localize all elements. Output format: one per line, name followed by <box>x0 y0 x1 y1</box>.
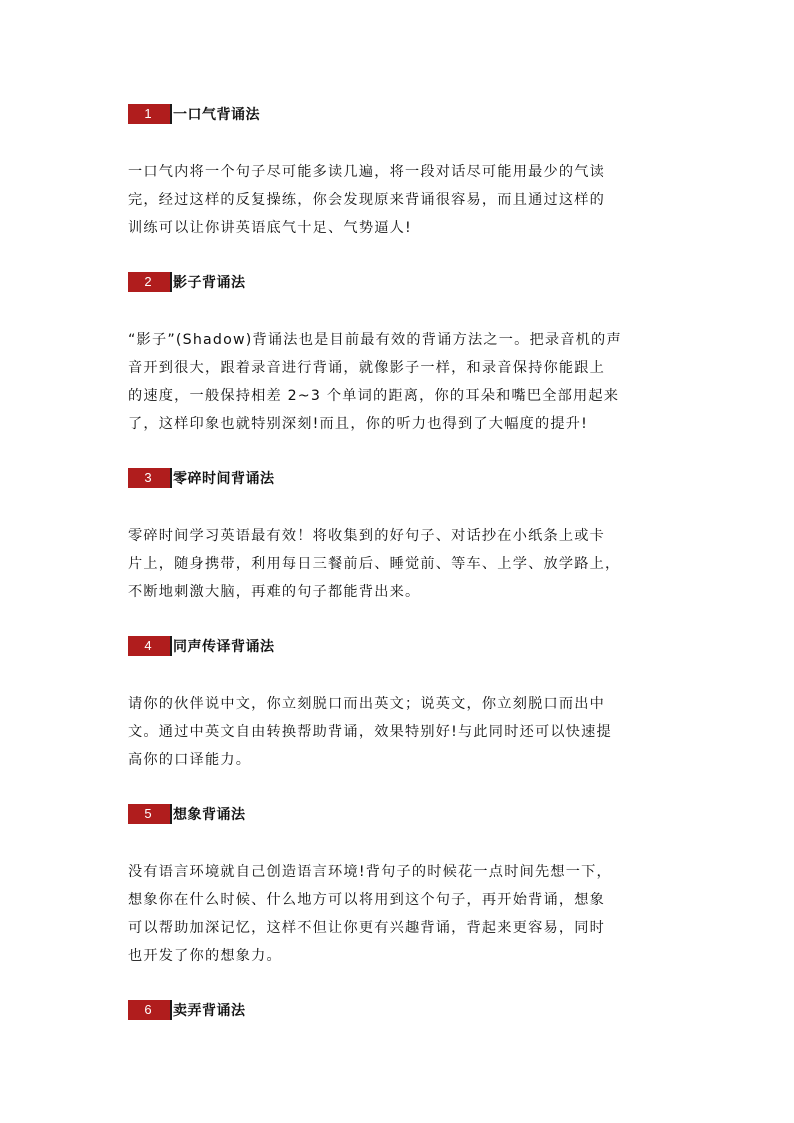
section-body <box>128 522 668 606</box>
section-heading <box>128 804 668 824</box>
body-line: 没有语言环境就自己创造语言环境!背句子的时候花一点时间先想一下， <box>128 864 612 880</box>
section-number-badge: 4 <box>128 636 170 656</box>
section-number-badge: 6 <box>128 1000 170 1020</box>
body-line: 一口气内将一个句子尽可能多读几遍，将一段对话尽可能用最少的气读 <box>128 164 606 180</box>
section-title: 一口气背诵法 <box>173 107 260 123</box>
section-number-badge: 2 <box>128 272 170 292</box>
body-line: 完，经过这样的反复操练，你会发现原来背诵很容易，而且通过这样的 <box>128 192 606 208</box>
body-line: 音开到很大，跟着录音进行背诵，就像影子一样，和录音保持你能跟上 <box>128 360 606 376</box>
section-heading <box>128 272 668 292</box>
section-title: 想象背诵法 <box>173 807 246 823</box>
body-line: 的速度，一般保持相差 2~3 个单词的距离，你的耳朵和嘴巴全部用起来 <box>128 388 620 404</box>
section-title: 卖弄背诵法 <box>173 1003 246 1019</box>
heading-divider <box>170 804 172 824</box>
section-heading <box>128 468 668 488</box>
heading-divider <box>170 104 172 124</box>
section-1 <box>128 104 668 242</box>
body-line: 高你的口译能力。 <box>128 752 252 768</box>
heading-divider <box>170 272 172 292</box>
heading-divider <box>170 1000 172 1020</box>
section-body <box>128 158 668 242</box>
section-number-badge: 3 <box>128 468 170 488</box>
section-title: 影子背诵法 <box>173 275 246 291</box>
body-line: 想象你在什么时候、什么地方可以将用到这个句子，再开始背诵，想象 <box>128 892 606 908</box>
section-number-badge: 5 <box>128 804 170 824</box>
body-line: 了，这样印象也就特别深刻!而且，你的听力也得到了大幅度的提升! <box>128 416 589 432</box>
body-line: 请你的伙伴说中文，你立刻脱口而出英文；说英文，你立刻脱口而出中 <box>128 696 606 712</box>
body-line: 不断地刺激大脑，再难的句子都能背出来。 <box>128 584 421 600</box>
section-heading <box>128 104 668 124</box>
body-line: 也开发了你的想象力。 <box>128 948 282 964</box>
section-5 <box>128 804 668 970</box>
heading-divider <box>170 468 172 488</box>
section-6 <box>128 1000 668 1020</box>
heading-divider <box>170 636 172 656</box>
section-body <box>128 690 668 774</box>
body-line: 片上，随身携带，利用每日三餐前后、睡觉前、等车、上学、放学路上， <box>128 556 621 572</box>
body-line: 零碎时间学习英语最有效！将收集到的好句子、对话抄在小纸条上或卡 <box>128 528 606 544</box>
body-line: 训练可以让你讲英语底气十足、气势逼人! <box>128 220 412 236</box>
body-line: “影子”(Shadow)背诵法也是目前最有效的背诵方法之一。把录音机的声 <box>128 332 622 348</box>
body-line: 文。通过中英文自由转换帮助背诵，效果特别好!与此同时还可以快速提 <box>128 724 612 740</box>
section-heading <box>128 636 668 656</box>
section-heading <box>128 1000 668 1020</box>
section-body <box>128 326 668 438</box>
section-3 <box>128 468 668 606</box>
section-2 <box>128 272 668 438</box>
section-number-badge: 1 <box>128 104 170 124</box>
section-body <box>128 858 668 970</box>
body-line: 可以帮助加深记忆，这样不但让你更有兴趣背诵，背起来更容易，同时 <box>128 920 606 936</box>
section-title: 同声传译背诵法 <box>173 639 275 655</box>
section-title: 零碎时间背诵法 <box>173 471 275 487</box>
section-4 <box>128 636 668 774</box>
